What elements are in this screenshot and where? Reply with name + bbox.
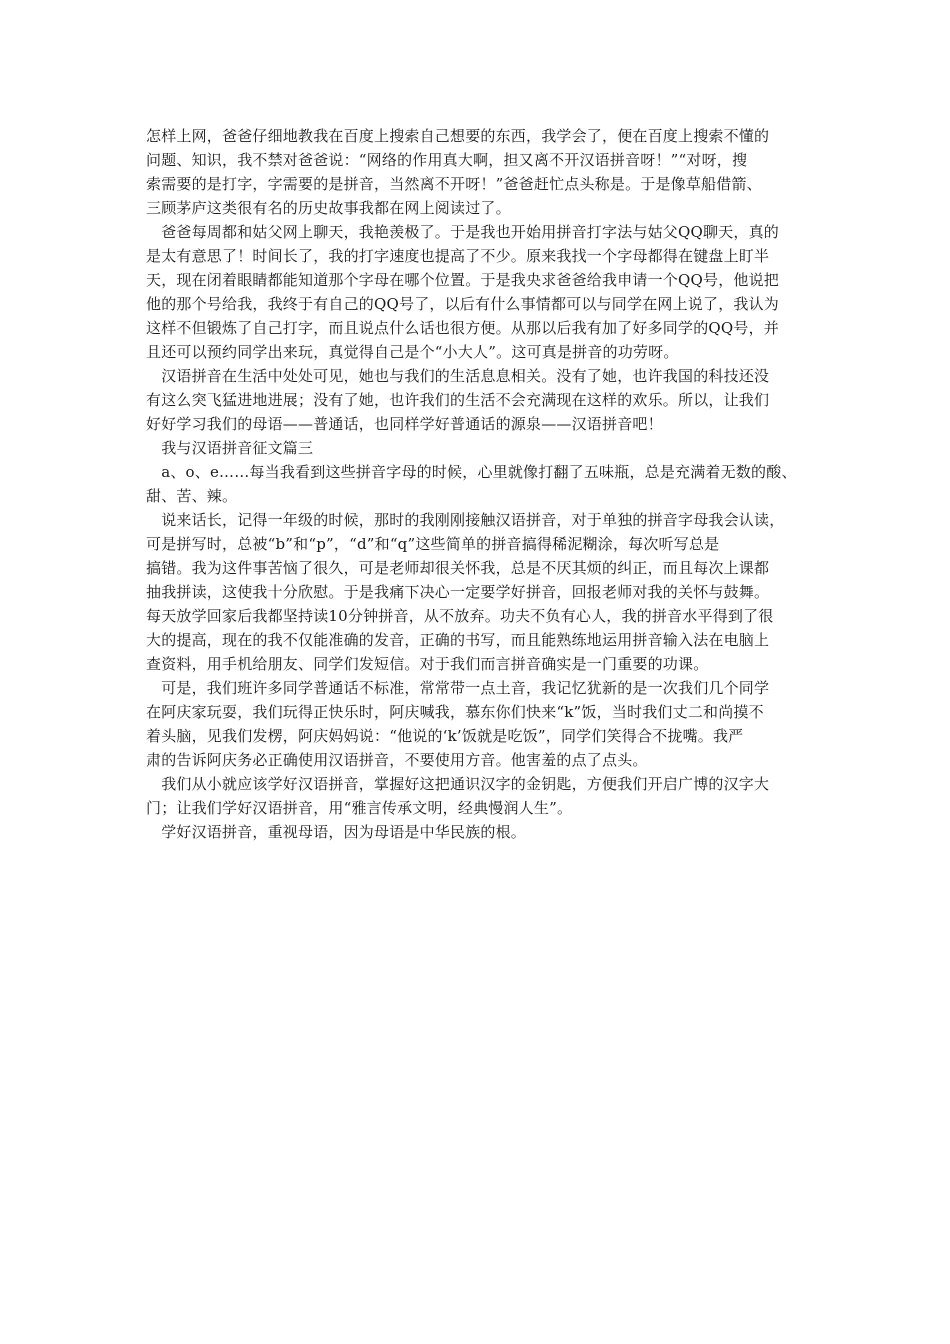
text-line: 怎样上网，爸爸仔细地教我在百度上搜索自己想要的东西，我学会了，便在百度上搜索不懂的: [146, 127, 770, 145]
text-line: 汉语拼音在生活中处处可见，她也与我们的生活息息相关。没有了她，也许我国的科技还没: [146, 367, 770, 385]
text-line: 三顾茅庐这类很有名的历史故事我都在网上阅读过了。: [146, 199, 511, 217]
text-line: a、o、e……每当我看到这些拼音字母的时候，心里就像打翻了五味瓶，总是充满着无数的酸、: [146, 463, 797, 481]
text-line: 可是拼写时，总被“b”和“p”，“d”和“q”这些简单的拼音搞得稀泥糊涂，每次听写总是: [146, 535, 720, 553]
text-line: 查资料，用手机给朋友、同学们发短信。对于我们而言拼音确实是一门重要的功课。: [146, 655, 709, 673]
text-line: 且还可以预约同学出来玩，真觉得自己是个“小大人”。这可真是拼音的功劳呀。: [146, 343, 679, 361]
text-line: 说来话长，记得一年级的时候，那时的我刚刚接触汉语拼音，对于单独的拼音字母我会认读，: [146, 511, 785, 529]
text-line: 索需要的是打字，字需要的是拼音，当然离不开呀！”爸爸赶忙点头称是。于是像草船借箭、: [146, 175, 762, 193]
section-heading: 我与汉语拼音征文篇三: [146, 439, 314, 457]
text-line: 搞错。我为这件事苦恼了很久，可是老师却很关怀我，总是不厌其烦的纠正，而且每次上课都: [146, 559, 770, 577]
document-body: [146, 124, 826, 844]
text-line: 肃的告诉阿庆务必正确使用汉语拼音，不要使用方音。他害羞的点了点头。: [146, 751, 648, 769]
text-line: 抽我拼读，这使我十分欣慰。于是我痛下决心一定要学好拼音，回报老师对我的关怀与鼓舞。: [146, 583, 770, 601]
text-line: 是太有意思了！时间长了，我的打字速度也提高了不少。原来我找一个字母都得在键盘上盯半: [146, 247, 770, 265]
text-line: 甜、苦、辣。: [146, 487, 238, 505]
text-line: 可是，我们班许多同学普通话不标准，常常带一点土音，我记忆犹新的是一次我们几个同学: [146, 679, 770, 697]
text-line: 着头脑，见我们发楞，阿庆妈妈说：“他说的‘k’饭就是吃饭”，同学们笑得合不拢嘴。我严: [146, 727, 744, 745]
text-line: 大的提高，现在的我不仅能准确的发音，正确的书写，而且能熟练地运用拼音输入法在电脑上: [146, 631, 770, 649]
text-line: 学好汉语拼音，重视母语，因为母语是中华民族的根。: [146, 823, 527, 841]
text-line: 门；让我们学好汉语拼音，用“雅言传承文明，经典慢润人生”。: [146, 799, 573, 817]
text-line: 在阿庆家玩耍，我们玩得正快乐时，阿庆喊我，慕东你们快来“k”饭，当时我们丈二和尚摸不: [146, 703, 764, 721]
text-line: 问题、知识，我不禁对爸爸说：“网络的作用真大啊，担又离不开汉语拼音呀！”“对呀，搜: [146, 151, 748, 169]
text-line: 天，现在闭着眼睛都能知道那个字母在哪个位置。于是我央求爸爸给我申请一个QQ号，他说把: [146, 271, 779, 289]
text-line: 爸爸每周都和姑父网上聊天，我艳羡极了。于是我也开始用拼音打字法与姑父QQ聊天，真的: [146, 223, 779, 241]
text-line: 这样不但锻炼了自己打字，而且说点什么话也很方便。从那以后我有加了好多同学的QQ号，并: [146, 319, 779, 337]
text-line: 好好学习我们的母语——普通话，也同样学好普通话的源泉——汉语拼音吧！: [146, 415, 663, 433]
text-line: 他的那个号给我，我终于有自己的QQ号了，以后有什么事情都可以与同学在网上说了，我认为: [146, 295, 779, 313]
text-line: 我们从小就应该学好汉语拼音，掌握好这把通识汉字的金钥匙，方便我们开启广博的汉字大: [146, 775, 770, 793]
text-line: 每天放学回家后我都坚持读10分钟拼音，从不放弃。功夫不负有心人，我的拼音水平得到了很: [146, 607, 774, 625]
text-line: 有这么突飞猛进地进展；没有了她，也许我们的生活不会充满现在这样的欢乐。所以，让我们: [146, 391, 770, 409]
